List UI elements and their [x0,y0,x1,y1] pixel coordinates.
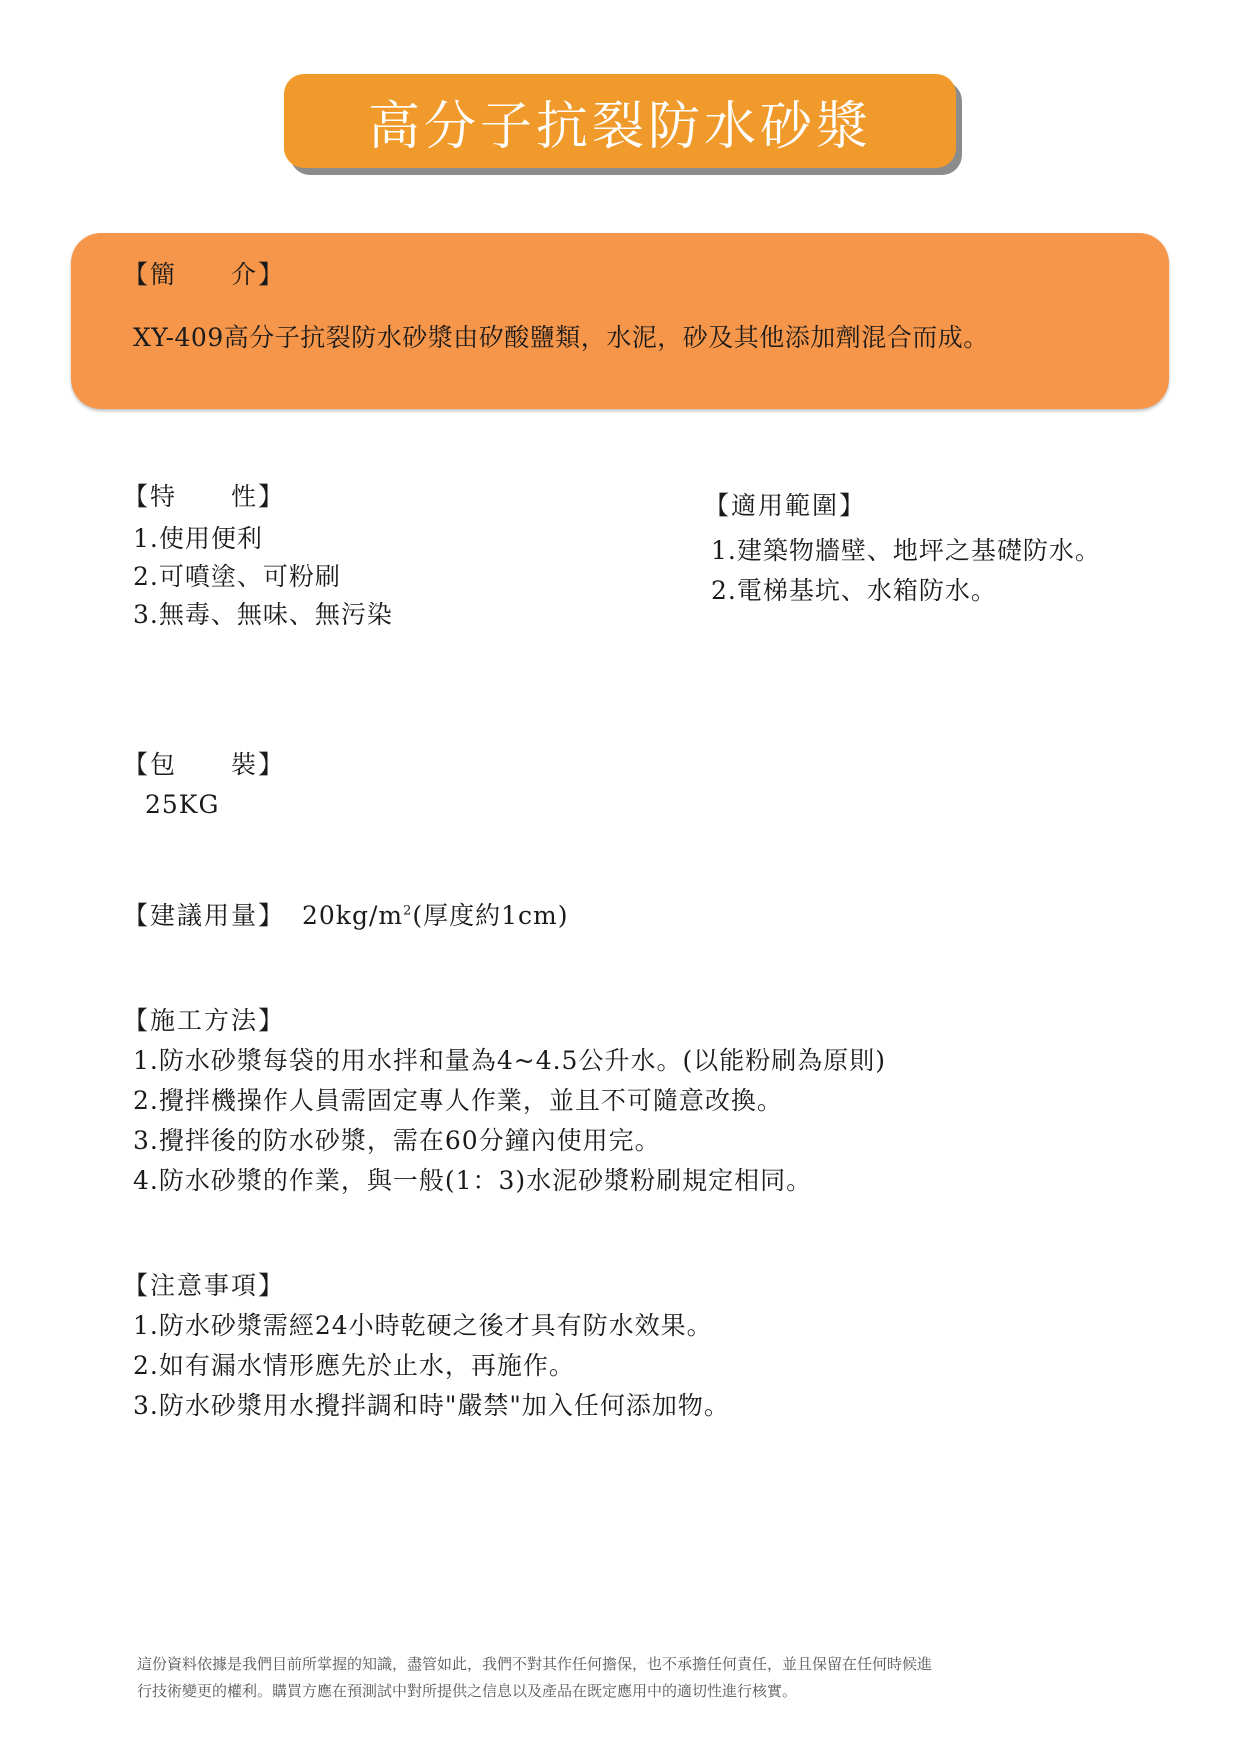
notes-item: 2.如有漏水情形應先於止水，再施作。 [133,1351,575,1380]
disclaimer-line: 行技術變更的權利。購買方應在預測試中對所提供之信息以及產品在既定應用中的適切性進行核實。 [137,1682,798,1700]
method-item: 2.攪拌機操作人員需固定專人作業，並且不可隨意改換。 [133,1086,783,1115]
packaging-heading: 【包 裝】 [123,750,286,779]
features-item: 1.使用便利 [133,524,263,553]
method-item: 3.攪拌後的防水砂漿，需在60分鐘內使用完。 [133,1126,661,1155]
title-banner [284,74,956,168]
scope-item: 1.建築物牆壁、地坪之基礎防水。 [711,536,1101,565]
scope-heading: 【適用範圍】 [704,491,867,520]
features-item: 3.無毒、無味、無污染 [133,600,393,629]
intro-text: XY-409高分子抗裂防水砂漿由矽酸鹽類，水泥，砂及其他添加劑混合而成。 [133,323,989,352]
disclaimer-line: 這份資料依據是我們目前所掌握的知識，盡管如此，我們不對其作任何擔保，也不承擔任何責任，並且保留在任何時候進 [137,1655,933,1673]
page-title: 高分子抗裂防水砂漿 [367,96,872,157]
features-heading: 【特 性】 [123,482,286,511]
intro-heading: 【簡 介】 [123,260,286,289]
notes-item: 3.防水砂漿用水攪拌調和時"嚴禁"加入任何添加物。 [133,1391,730,1420]
dosage-value [302,903,569,928]
packaging-value: 25KG [145,790,220,819]
notes-heading: 【注意事項】 [123,1271,286,1300]
dosage-value-prefix: 20kg/m [302,901,404,930]
features-item: 2.可噴塗、可粉刷 [133,562,341,591]
method-item: 1.防水砂漿每袋的用水拌和量為4~4.5公升水。(以能粉刷為原則) [133,1046,886,1075]
dosage-value-suffix: (厚度約1cm) [412,901,569,930]
dosage-heading: 【建議用量】 [123,901,286,930]
notes-item: 1.防水砂漿需經24小時乾硬之後才具有防水效果。 [133,1311,713,1340]
method-item: 4.防水砂漿的作業，與一般(1：3)水泥砂漿粉刷規定相同。 [133,1166,813,1195]
dosage-value-sup: 2 [403,903,413,919]
scope-item: 2.電梯基坑、水箱防水。 [711,576,997,605]
method-heading: 【施工方法】 [123,1006,286,1035]
